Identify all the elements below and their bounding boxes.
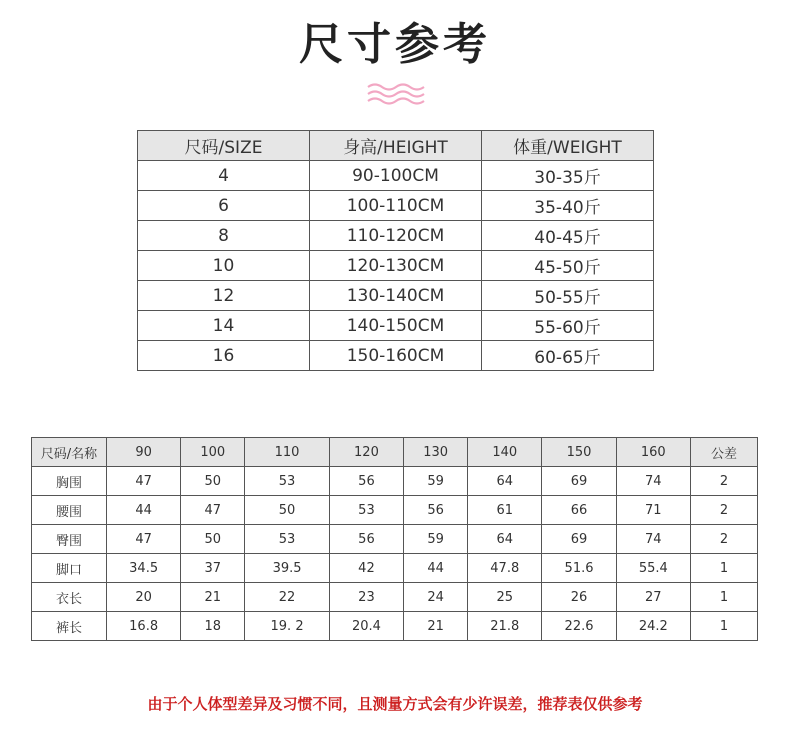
- table-cell: 53: [329, 496, 403, 525]
- table-row: [138, 281, 654, 311]
- table-cell: 1: [690, 554, 757, 583]
- row-label: 腰围: [32, 496, 107, 525]
- table-cell: 10: [138, 251, 310, 281]
- table-cell: 23: [329, 583, 403, 612]
- table-cell: 45-50斤: [482, 251, 654, 281]
- table-cell: 50: [181, 525, 245, 554]
- table-header-cell: 160: [616, 438, 690, 467]
- table-cell: 2: [690, 525, 757, 554]
- table-cell: 30-35斤: [482, 161, 654, 191]
- table-cell: 90-100CM: [310, 161, 482, 191]
- table-header-cell: 110: [245, 438, 330, 467]
- table-cell: 2: [690, 496, 757, 525]
- table-cell: 25: [468, 583, 542, 612]
- row-label: 臀围: [32, 525, 107, 554]
- table-cell: 74: [616, 467, 690, 496]
- table-cell: 16: [138, 341, 310, 371]
- table-cell: 24.2: [616, 612, 690, 641]
- table-header-cell: 130: [404, 438, 468, 467]
- table-cell: 24: [404, 583, 468, 612]
- table-cell: 22: [245, 583, 330, 612]
- table-cell: 19. 2: [245, 612, 330, 641]
- table-cell: 66: [542, 496, 616, 525]
- table-cell: 120-130CM: [310, 251, 482, 281]
- table-cell: 14: [138, 311, 310, 341]
- table-cell: 61: [468, 496, 542, 525]
- row-label: 胸围: [32, 467, 107, 496]
- row-label: 脚口: [32, 554, 107, 583]
- table-cell: 50: [181, 467, 245, 496]
- table-cell: 1: [690, 583, 757, 612]
- table-cell: 39.5: [245, 554, 330, 583]
- table-row: [32, 467, 758, 496]
- table-cell: 71: [616, 496, 690, 525]
- page-title: 尺寸参考: [299, 19, 491, 70]
- table-cell: 56: [329, 467, 403, 496]
- table-cell: 47.8: [468, 554, 542, 583]
- table-cell: 47: [107, 467, 181, 496]
- table-header-cell: 100: [181, 438, 245, 467]
- table-cell: 47: [181, 496, 245, 525]
- table-cell: 47: [107, 525, 181, 554]
- table-cell: 53: [245, 467, 330, 496]
- table-cell: 64: [468, 467, 542, 496]
- table-header-cell: 120: [329, 438, 403, 467]
- table-cell: 37: [181, 554, 245, 583]
- table-row: [138, 251, 654, 281]
- table-cell: 21: [181, 583, 245, 612]
- table-cell: 60-65斤: [482, 341, 654, 371]
- table-row: [138, 341, 654, 371]
- table-cell: 20: [107, 583, 181, 612]
- table-row: [32, 496, 758, 525]
- table-cell: 1: [690, 612, 757, 641]
- measurement-table-header-row: [32, 438, 758, 467]
- table-cell: 21.8: [468, 612, 542, 641]
- table-cell: 50: [245, 496, 330, 525]
- table-cell: 22.6: [542, 612, 616, 641]
- table-cell: 44: [107, 496, 181, 525]
- size-table-header-height: 身高/HEIGHT: [310, 131, 482, 161]
- table-cell: 59: [404, 467, 468, 496]
- table-cell: 74: [616, 525, 690, 554]
- table-cell: 35-40斤: [482, 191, 654, 221]
- table-row: [32, 583, 758, 612]
- table-cell: 27: [616, 583, 690, 612]
- row-label: 裤长: [32, 612, 107, 641]
- table-cell: 16.8: [107, 612, 181, 641]
- table-cell: 42: [329, 554, 403, 583]
- table-cell: 64: [468, 525, 542, 554]
- table-header-cell: 140: [468, 438, 542, 467]
- table-cell: 50-55斤: [482, 281, 654, 311]
- table-row: [32, 554, 758, 583]
- table-cell: 56: [404, 496, 468, 525]
- table-cell: 140-150CM: [310, 311, 482, 341]
- size-table-header-size: 尺码/SIZE: [138, 131, 310, 161]
- table-cell: 55-60斤: [482, 311, 654, 341]
- table-cell: 8: [138, 221, 310, 251]
- table-cell: 150-160CM: [310, 341, 482, 371]
- table-row: [32, 525, 758, 554]
- table-cell: 51.6: [542, 554, 616, 583]
- table-cell: 44: [404, 554, 468, 583]
- table-row: [138, 161, 654, 191]
- size-reference-table: [137, 130, 654, 371]
- table-row: [138, 191, 654, 221]
- table-cell: 21: [404, 612, 468, 641]
- table-cell: 53: [245, 525, 330, 554]
- table-cell: 100-110CM: [310, 191, 482, 221]
- table-cell: 40-45斤: [482, 221, 654, 251]
- table-cell: 69: [542, 467, 616, 496]
- table-header-cell: 尺码/名称: [32, 438, 107, 467]
- measurement-table: [31, 437, 758, 641]
- table-row: [32, 612, 758, 641]
- table-cell: 20.4: [329, 612, 403, 641]
- table-cell: 55.4: [616, 554, 690, 583]
- table-cell: 69: [542, 525, 616, 554]
- size-table-header-row: [138, 131, 654, 161]
- table-row: [138, 311, 654, 341]
- table-cell: 56: [329, 525, 403, 554]
- wave-decoration-icon: [366, 82, 426, 106]
- table-cell: 12: [138, 281, 310, 311]
- table-cell: 6: [138, 191, 310, 221]
- table-cell: 26: [542, 583, 616, 612]
- table-header-cell: 公差: [690, 438, 757, 467]
- disclaimer-note: 由于个人体型差异及习惯不同，且测量方式会有少许误差，推荐表仅供参考: [147, 695, 643, 713]
- table-cell: 130-140CM: [310, 281, 482, 311]
- table-cell: 59: [404, 525, 468, 554]
- table-header-cell: 150: [542, 438, 616, 467]
- table-header-cell: 90: [107, 438, 181, 467]
- table-cell: 110-120CM: [310, 221, 482, 251]
- table-cell: 2: [690, 467, 757, 496]
- table-cell: 34.5: [107, 554, 181, 583]
- size-table-header-weight: 体重/WEIGHT: [482, 131, 654, 161]
- table-cell: 18: [181, 612, 245, 641]
- row-label: 衣长: [32, 583, 107, 612]
- table-row: [138, 221, 654, 251]
- table-cell: 4: [138, 161, 310, 191]
